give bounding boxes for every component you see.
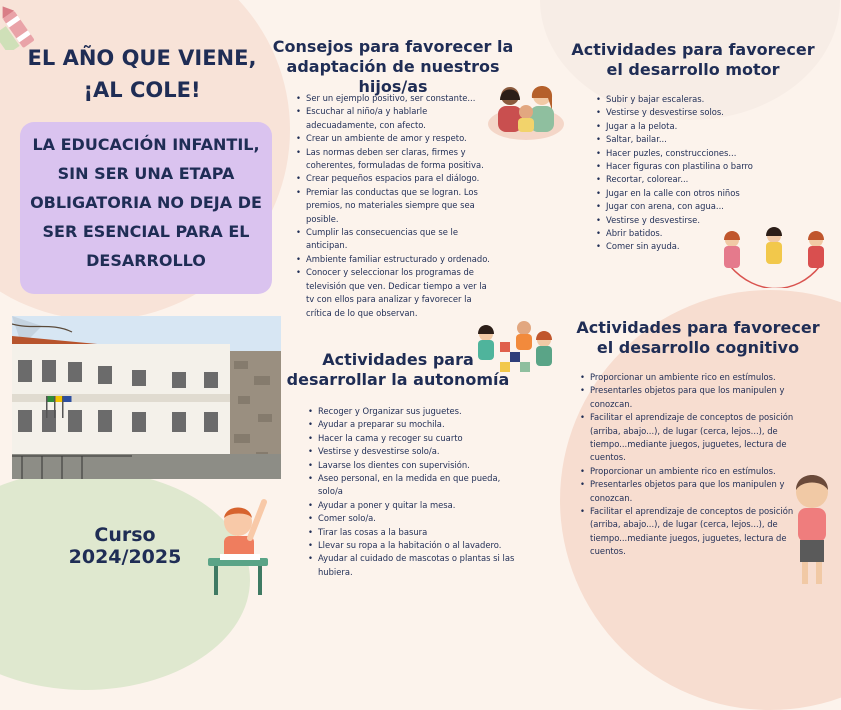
cognitivo-list-item: • Presentarles objetos para que los manipulen y conozcan.: [580, 384, 810, 411]
cognitivo-heading-line-1: Actividades para favorecer: [576, 318, 820, 337]
cognitivo-list-item: • Presentarles objetos para que los manipulen y conozcan.: [580, 478, 810, 505]
child-raising-hand-illustration: [200, 496, 272, 595]
children-jump-rope-illustration: [716, 226, 834, 288]
main-title-line-2: ¡AL COLE!: [83, 78, 201, 102]
motor-list-item: • Subir y bajar escaleras.: [596, 93, 796, 106]
consejos-list-item: • Crear un ambiente de amor y respeto.: [296, 132, 494, 145]
consejos-list-item: • Ambiente familiar estructurado y ordenado.: [296, 253, 494, 266]
consejos-list-item: • Premiar las conductas que se logran. Los premios, no materiales siempre que sea posible.: [296, 186, 494, 226]
motor-list-item: • Hacer puzles, construcciones...: [596, 147, 796, 160]
motor-list-item: • Vestirse y desvestirse solos.: [596, 106, 796, 119]
consejos-list-item: • Ser un ejemplo positivo, ser constante...: [296, 92, 494, 105]
main-title-line-1: EL AÑO QUE VIENE,: [27, 46, 257, 70]
motor-list-item: • Comer sin ayuda.: [596, 240, 796, 253]
autonomia-list-item: • Lavarse los dientes con supervisión.: [308, 459, 518, 472]
cognitivo-list-item: • Proporcionar un ambiente rico en estímulos.: [580, 371, 810, 384]
cognitivo-list-item: • Proporcionar un ambiente rico en estímulos.: [580, 465, 810, 478]
main-title: [24, 42, 260, 106]
curso-label: [60, 524, 190, 568]
motor-list-item: • Vestirse y desvestirse.: [596, 214, 796, 227]
autonomia-list-item: • Recoger y Organizar sus juguetes.: [308, 405, 518, 418]
autonomia-list-item: • Ayudar a poner y quitar la mesa.: [308, 499, 518, 512]
motor-heading: [562, 40, 824, 80]
consejos-list-item: • Las normas deben ser claras, firmes y coherentes, formuladas de forma positiva.: [296, 146, 494, 173]
autonomia-list-item: • Vestirse y desvestirse solo/a.: [308, 445, 518, 458]
motor-list-item: • Recortar, colorear...: [596, 173, 796, 186]
autonomia-list-item: • Tirar las cosas a la basura: [308, 526, 518, 539]
autonomia-list-item: • Ayudar al cuidado de mascotas o plantas si las hubiera.: [308, 552, 518, 579]
consejos-heading-line-2: adaptación de nuestros hijos/as: [286, 57, 500, 96]
autonomia-list-item: • Llevar su ropa a la habitación o al lavadero.: [308, 539, 518, 552]
callout-text: LA EDUCACIÓN INFANTIL, SIN SER UNA ETAPA OBLIGATORIA NO DEJA DE SER ESENCIAL PARA EL DESARROLLO: [30, 135, 262, 270]
motor-list-item: • Jugar en la calle con otros niños: [596, 187, 796, 200]
autonomia-list-item: • Hacer la cama y recoger su cuarto: [308, 432, 518, 445]
school-photo: [12, 316, 281, 479]
motor-list-item: • Jugar a la pelota.: [596, 120, 796, 133]
motor-heading-line-1: Actividades para favorecer: [571, 40, 815, 59]
cognitivo-heading: [570, 318, 826, 358]
motor-list-item: • Abrir batidos.: [596, 227, 796, 240]
motor-list-item: • Hacer figuras con plastilina o barro: [596, 160, 796, 173]
consejos-list-item: • Conocer y seleccionar los programas de televisión que ven. Dedicar tiempo a ver la tv con ellos para analizar y favorecer la crítica de lo que observan.: [296, 266, 494, 320]
motor-list-item: • Jugar con arena, con agua...: [596, 200, 796, 213]
autonomia-list-item: • Ayudar a preparar su mochila.: [308, 418, 518, 431]
consejos-list-item: • Crear pequeños espacios para el diálogo.: [296, 172, 494, 185]
motor-heading-line-2: el desarrollo motor: [606, 60, 780, 79]
callout-box: [20, 122, 272, 294]
child-illustration: [788, 468, 838, 588]
autonomia-heading: [280, 350, 516, 390]
consejos-heading-line-1: Consejos para favorecer la: [272, 37, 514, 56]
family-illustration: [486, 80, 566, 142]
cognitivo-heading-line-2: el desarrollo cognitivo: [596, 338, 800, 357]
consejos-heading: [262, 37, 524, 97]
cognitivo-list: [580, 371, 810, 559]
autonomia-list-item: • Comer solo/a.: [308, 512, 518, 525]
autonomia-list: [308, 405, 518, 579]
consejos-list-item: • Cumplir las consecuencias que se le anticipan.: [296, 226, 494, 253]
autonomia-heading-line-2: desarrollar la autonomía: [286, 370, 510, 389]
cognitivo-list-item: • Facilitar el aprendizaje de conceptos de posición (arriba, abajo...), de lugar (cerca, lejos...), de tiempo...mediante juegos, juguetes, lectura de cuentos.: [580, 505, 810, 559]
consejos-list-item: • Escuchar al niño/a y hablarle adecuadamente, con afecto.: [296, 105, 494, 132]
cognitivo-list-item: • Facilitar el aprendizaje de conceptos de posición (arriba, abajo...), de lugar (cerca, lejos...), de tiempo...mediante juegos, juguetes, lectura de cuentos.: [580, 411, 810, 465]
autonomia-list-item: • Aseo personal, en la medida en que pueda, solo/a: [308, 472, 518, 499]
curso-year: 2024/2025: [68, 546, 182, 568]
motor-list-item: • Saltar, bailar...: [596, 133, 796, 146]
consejos-list: [296, 92, 494, 320]
curso-word: Curso: [94, 524, 156, 546]
autonomia-heading-line-1: Actividades para: [322, 350, 474, 369]
